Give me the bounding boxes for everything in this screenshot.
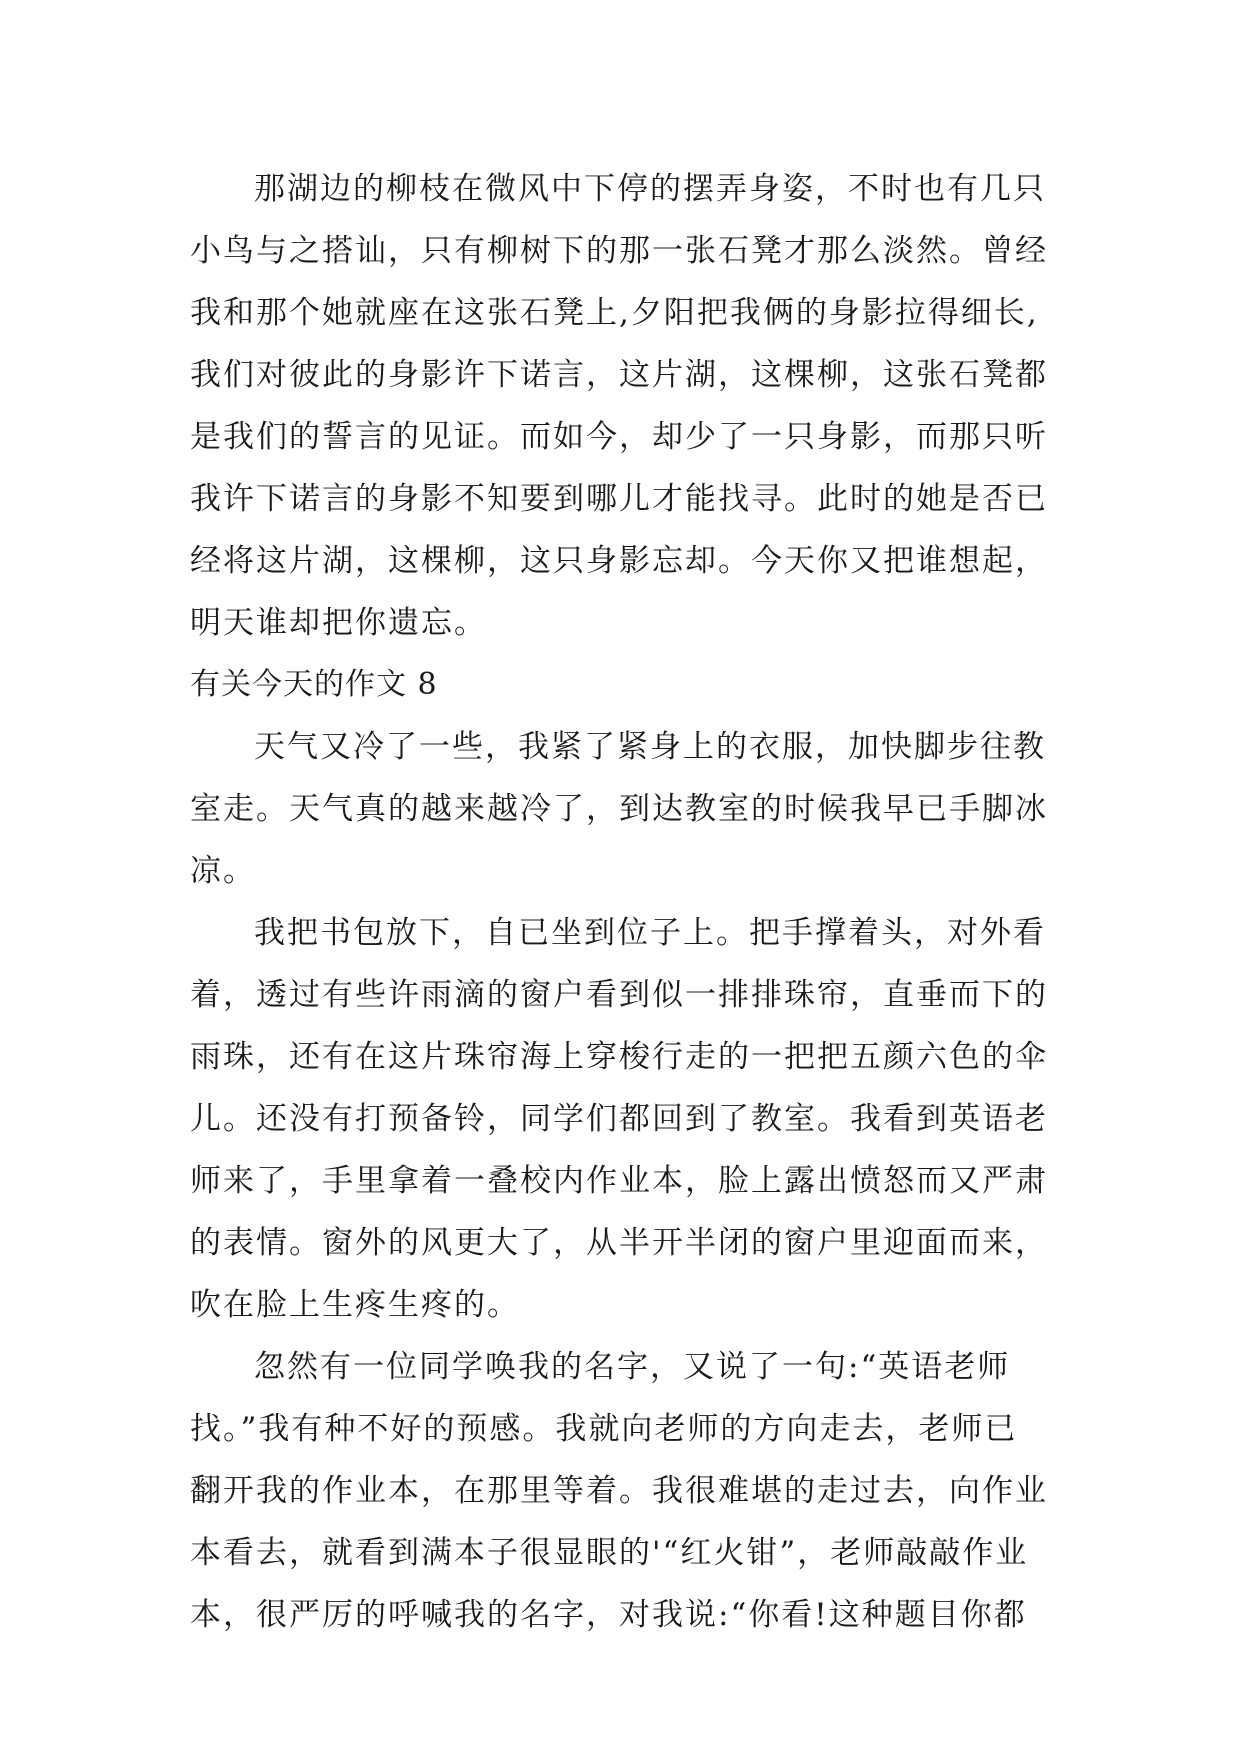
paragraph-line: 翻开我的作业本，在那里等着。我很难堪的走过去，向作业 (190, 1473, 1048, 1509)
paragraph-line: 是我们的誓言的见证。而如今，却少了一只身影，而那只听 (190, 419, 1048, 455)
paragraph-line: 雨珠，还有在这片珠帘海上穿梭行走的一把把五颜六色的伞 (190, 1039, 1048, 1075)
paragraph-line: 室走。天气真的越来越冷了，到达教室的时候我早已手脚冰 (190, 791, 1048, 827)
paragraph-line: 本看去，就看到满本子很显眼的'“红火钳”，老师敲敲作业 (190, 1535, 1029, 1571)
paragraph-line: 忽然有一位同学唤我的名字，又说了一句:“英语老师 (254, 1349, 1011, 1385)
paragraph-line: 本，很严厉的呼喊我的名字，对我说:“你看!这种题目你都 (190, 1597, 1027, 1633)
paragraph-line: 我们对彼此的身影许下诺言，这片湖，这棵柳，这张石凳都 (190, 357, 1048, 393)
paragraph-line: 师来了，手里拿着一叠校内作业本，脸上露出愤怒而又严肃 (190, 1163, 1048, 1199)
paragraph-line: 小鸟与之搭讪，只有柳树下的那一张石凳才那么淡然。曾经 (190, 233, 1048, 269)
paragraph-line: 凉。 (190, 853, 256, 889)
paragraph-line: 我和那个她就座在这张石凳上,夕阳把我俩的身影拉得细长, (190, 295, 1039, 331)
paragraph-line: 儿。还没有打预备铃，同学们都回到了教室。我看到英语老 (190, 1101, 1048, 1137)
paragraph-line: 明天谁却把你遗忘。 (190, 605, 487, 641)
paragraph-line: 我许下诺言的身影不知要到哪儿才能找寻。此时的她是否已 (190, 481, 1048, 517)
paragraph-line: 着，透过有些许雨滴的窗户看到似一排排珠帘，直垂而下的 (190, 977, 1048, 1013)
paragraph-line: 的表情。窗外的风更大了，从半开半闭的窗户里迎面而来， (190, 1225, 1048, 1261)
paragraph-line: 天气又冷了一些，我紧了紧身上的衣服，加快脚步往教 (254, 729, 1046, 765)
paragraph-line: 经将这片湖，这棵柳，这只身影忘却。今天你又把谁想起， (190, 543, 1048, 579)
paragraph-line: 找。”我有种不好的预感。我就向老师的方向走去，老师已 (190, 1411, 1018, 1447)
document-body (190, 158, 1090, 1646)
paragraph-line: 吹在脸上生疼生疼的。 (190, 1287, 520, 1323)
paragraph-line: 那湖边的柳枝在微风中下停的摆弄身姿，不时也有几只 (254, 171, 1046, 207)
section-heading: 有关今天的作文 8 (190, 667, 438, 702)
paragraph-line: 我把书包放下，自已坐到位子上。把手撑着头，对外看 (254, 915, 1046, 951)
